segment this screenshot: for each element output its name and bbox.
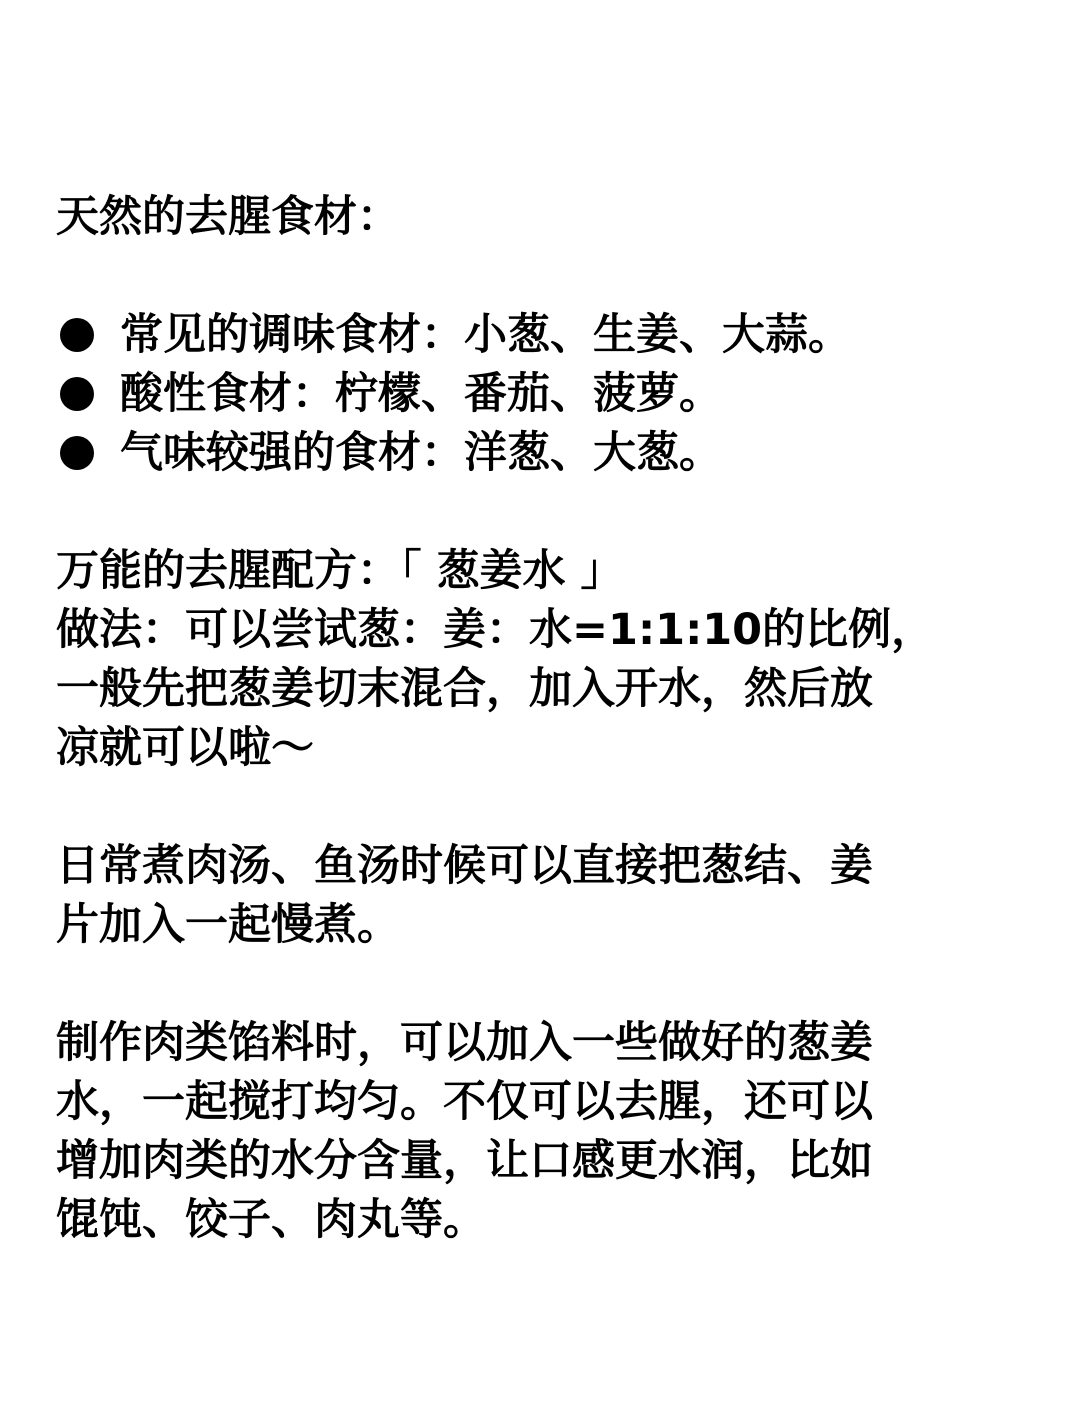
list-item (56, 424, 1046, 483)
bullet-icon (60, 318, 94, 352)
natural-ingredients-list (56, 306, 1046, 483)
filling-tip-line: 馄饨、饺子、肉丸等。 (56, 1195, 486, 1245)
recipe-method-line: 凉就可以啦～ (56, 723, 314, 773)
soup-tip-line: 片加入一起慢煮。 (56, 900, 400, 950)
filling-tip-line: 增加肉类的水分含量，让口感更水润，比如 (56, 1136, 873, 1186)
recipe-method-line: 做法：可以尝试葱：姜：水=1:1:10的比例， (56, 605, 935, 655)
recipe-heading: 万能的去腥配方：「 葱姜水 」 (56, 546, 624, 596)
list-item-text: 气味较强的食材：洋葱、大葱。 (120, 428, 722, 478)
list-item (56, 365, 1046, 424)
bullet-icon (60, 377, 94, 411)
filling-tip-line: 制作肉类馅料时，可以加入一些做好的葱姜 (56, 1018, 873, 1068)
soup-tip-line: 日常煮肉汤、鱼汤时候可以直接把葱结、姜 (56, 841, 873, 891)
bullet-icon (60, 436, 94, 470)
spacer (56, 483, 1046, 542)
list-item-text: 常见的调味食材：小葱、生姜、大蒜。 (120, 310, 851, 360)
spacer (56, 955, 1046, 1014)
spacer (56, 247, 1046, 306)
spacer (56, 778, 1046, 837)
list-item-text: 酸性食材：柠檬、番茄、菠萝。 (120, 369, 722, 419)
natural-ingredients-heading: 天然的去腥食材： (56, 192, 400, 242)
recipe-method-line: 一般先把葱姜切末混合，加入开水，然后放 (56, 664, 873, 714)
filling-tip-line: 水，一起搅打均匀。不仅可以去腥，还可以 (56, 1077, 873, 1127)
list-item (56, 306, 1046, 365)
article-body (56, 188, 1046, 1250)
